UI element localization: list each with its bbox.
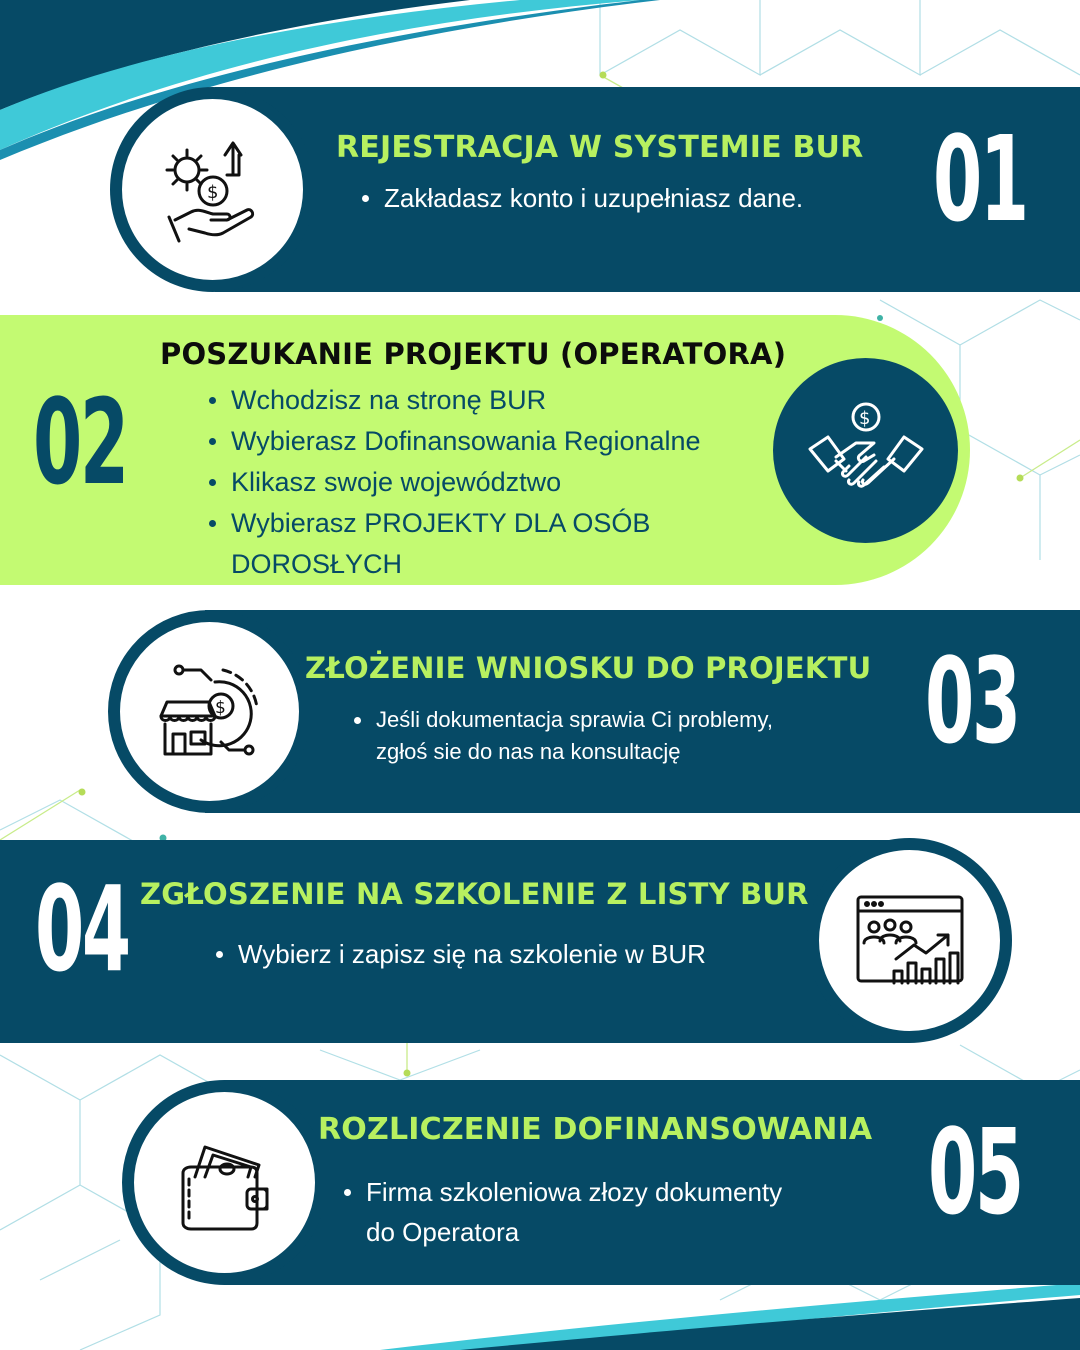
- list-item: Wybierasz PROJEKTY DLA OSÓB: [207, 503, 701, 544]
- step-5-icon-circle: [122, 1080, 327, 1285]
- step-1-title: REJESTRACJA W SYSTEMIE BUR: [336, 130, 864, 165]
- step-3-icon-circle: [108, 610, 311, 813]
- list-item: Wybierz i zapisz się na szkolenie w BUR: [214, 938, 706, 970]
- step-2-icon-circle: [773, 358, 958, 543]
- svg-text:$: $: [207, 181, 219, 203]
- list-item: Klikasz swoje województwo: [207, 462, 701, 503]
- store-dollar-icon: [157, 662, 262, 762]
- list-item: Firma szkoleniowa złozy dokumenty: [342, 1172, 782, 1212]
- wallet-icon: [175, 1133, 275, 1233]
- list-item: zgłoś sie do nas na konsultację: [376, 739, 681, 764]
- list-item: Wchodzisz na stronę BUR: [207, 380, 701, 421]
- svg-text:$: $: [858, 407, 870, 429]
- list-item: Wybierasz Dofinansowania Regionalne: [207, 421, 701, 462]
- step-5-number: 05: [928, 1103, 1022, 1241]
- step-1-bullets: [360, 183, 803, 213]
- step-3-title: ZŁOŻENIE WNIOSKU DO PROJEKTU: [305, 651, 872, 685]
- list-item: do Operatora: [366, 1217, 520, 1247]
- step-5-bullets: [342, 1172, 782, 1252]
- presentation-chart-icon: [854, 893, 966, 989]
- step-5-title: ROZLICZENIE DOFINANSOWANIA: [318, 1112, 873, 1147]
- step-4-icon-circle: [807, 838, 1012, 1043]
- step-3-number: 03: [925, 632, 1019, 770]
- list-item: Jeśli dokumentacja sprawia Ci problemy,: [352, 704, 773, 736]
- step-2-number: 02: [33, 373, 127, 511]
- step-3-bullets: [352, 704, 773, 768]
- step-4-bullets: [214, 938, 706, 970]
- step-4-title: ZGŁOSZENIE NA SZKOLENIE Z LISTY BUR: [140, 877, 809, 911]
- gear-dollar-hand-icon: [165, 135, 260, 245]
- step-2-bullets: [207, 380, 701, 585]
- svg-text:$: $: [215, 697, 226, 718]
- step-4-number: 04: [35, 860, 129, 998]
- step-1-number: 01: [933, 110, 1027, 248]
- handshake-dollar-icon: [806, 401, 926, 501]
- list-item: Zakładasz konto i uzupełniasz dane.: [360, 183, 803, 213]
- list-item: DOROSŁYCH: [231, 549, 403, 579]
- step-2-title: POSZUKANIE PROJEKTU (OPERATORA): [160, 337, 787, 371]
- step-1-icon-circle: [110, 87, 315, 292]
